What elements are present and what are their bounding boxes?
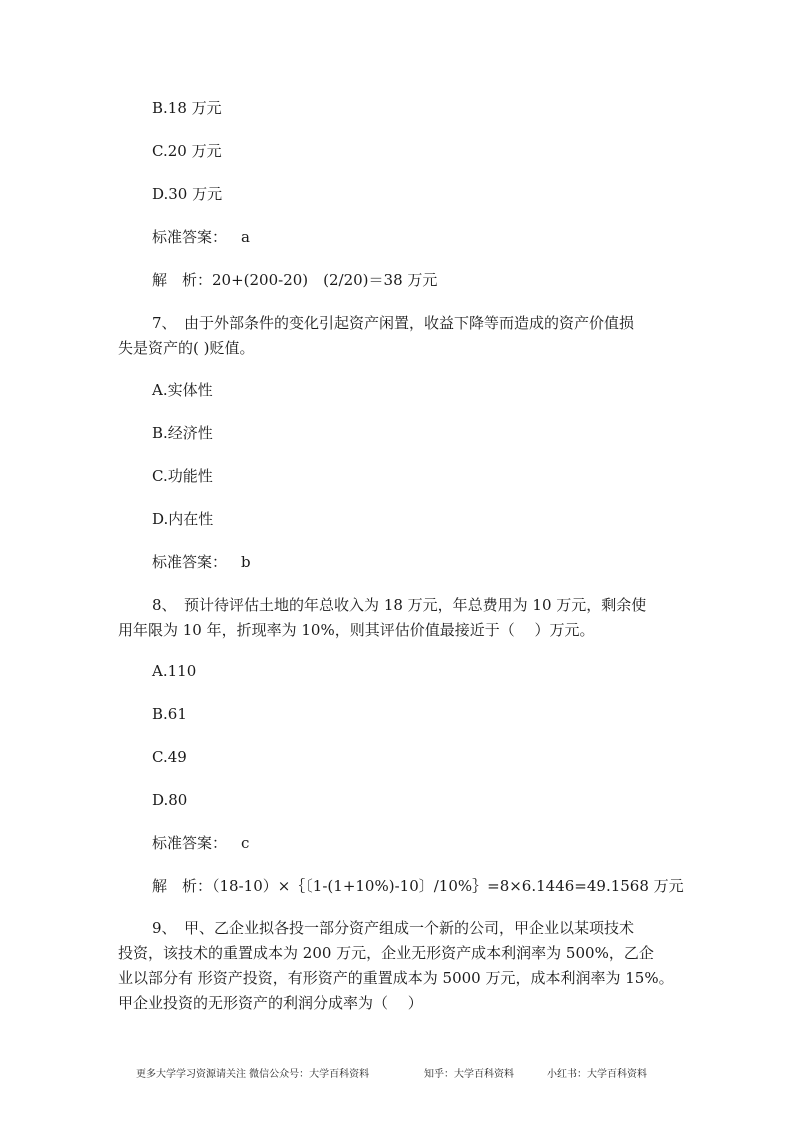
option-b: B.经济性	[152, 424, 213, 442]
answer-value: a	[241, 228, 250, 246]
answer-value: b	[241, 553, 251, 571]
answer-label: 标准答案：	[152, 228, 228, 246]
standard-answer	[152, 833, 249, 853]
question-8-line-2: 用年限为 10 年，折现率为 10%，则其评估价值最接近于（ ）万元。	[118, 621, 595, 639]
question-9-line-4: 甲企业投资的无形资产的利润分成率为（ ）	[118, 994, 423, 1012]
option-d: D.80	[152, 791, 188, 809]
option-a: A.实体性	[152, 381, 213, 399]
answer-label: 标准答案：	[152, 834, 228, 852]
question-8-line-1: 8、 预计待评估土地的年总收入为 18 万元，年总费用为 10 万元，剩余使	[152, 596, 647, 614]
standard-answer	[152, 227, 250, 247]
footer-xiaohongshu: 小红书：大学百科资料	[547, 1069, 647, 1080]
footer-zhihu: 知乎：大学百科资料	[424, 1069, 514, 1080]
answer-value: c	[241, 834, 250, 852]
option-d: D.内在性	[152, 510, 214, 528]
explanation: 解 析：（18-10）×｛〔1-(1+10%)-10〕/10%｝=8×6.1446=49.1568 万元	[152, 877, 684, 895]
question-9-line-1: 9、 甲、乙企业拟各投一部分资产组成一个新的公司，甲企业以某项技术	[152, 919, 635, 937]
question-7-line-1: 7、 由于外部条件的变化引起资产闲置，收益下降等而造成的资产价值损	[152, 314, 635, 332]
standard-answer	[152, 552, 251, 572]
footer-wechat: 更多大学学习资源请关注 微信公众号：大学百科资料	[136, 1069, 370, 1080]
question-7-line-2: 失是资产的( )贬值。	[118, 339, 255, 357]
question-9-line-2: 投资，该技术的重置成本为 200 万元，企业无形资产成本利润率为 500%，乙企	[118, 944, 654, 962]
option-b: B.61	[152, 705, 187, 723]
answer-label: 标准答案：	[152, 553, 228, 571]
option-b: B.18 万元	[152, 99, 222, 117]
option-d: D.30 万元	[152, 185, 223, 203]
option-c: C.20 万元	[152, 142, 222, 160]
explanation: 解 析：20+(200-20) (2/20)＝38 万元	[152, 271, 438, 289]
question-9-line-3: 业以部分有 形资产投资，有形资产的重置成本为 5000 万元，成本利润率为 15%。	[118, 969, 674, 987]
option-c: C.49	[152, 748, 187, 766]
option-c: C.功能性	[152, 467, 213, 485]
option-a: A.110	[152, 662, 197, 680]
